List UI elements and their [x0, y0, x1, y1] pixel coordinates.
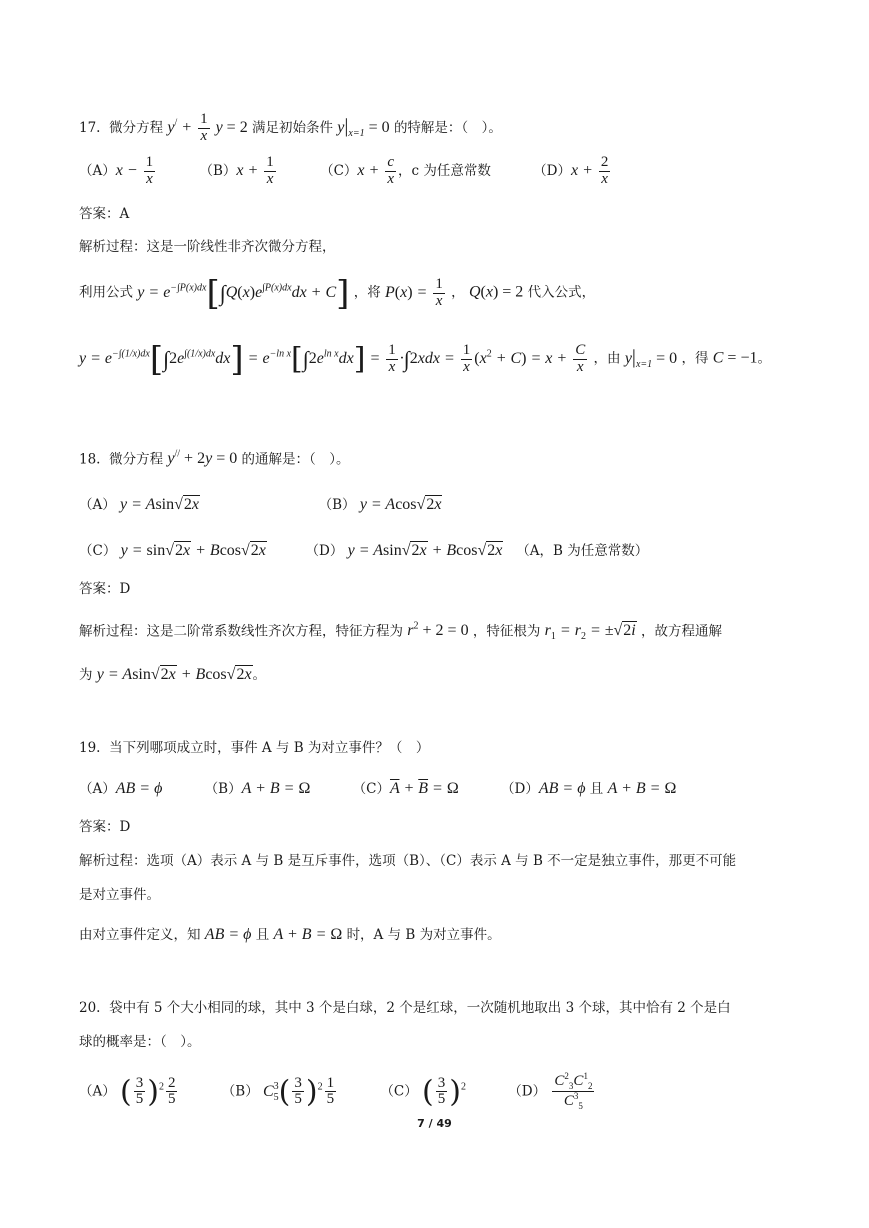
q20-options: （A） ( $\frac{3}{5}$ )$^2$ $\frac{2}{5}$ （B） C 3 5 ( $\frac{3}{5}$ )$^2$ $\frac{1}{5}$ （C） ( $\frac{3}{5}$ )$^2$ （D） $\frac{C^2_3C^1_2}{C^3_5}$	[79, 1072, 799, 1112]
option-d: AB = ϕ	[538, 780, 586, 797]
math: $r_1 = r_2 = \pm√2i$	[544, 622, 636, 643]
q20-question-2: 球的概率是：（ ）。	[79, 1034, 201, 1050]
option-b: x + $\frac{1}{x}$	[236, 154, 274, 187]
q19-explanation-1: 解析过程：选项（A）表示 A 与 B 是互斥事件，选项（B）、（C）表示 A 与 B 不一定是独立事件，那更不可能	[79, 853, 737, 869]
q18-explanation-2: 为 y = Asin√2x + Bcos√2x。	[79, 666, 267, 683]
q18-answer: 答案：D	[79, 581, 131, 597]
math: y = Asin√2x + Bcos√2x	[96, 666, 252, 683]
option-d: x + $\frac{2}{x}$	[570, 154, 609, 187]
option-b: A + B = Ω	[241, 780, 311, 797]
math: AB = ϕ	[204, 926, 252, 943]
option-a: ( $\frac{3}{5}$ )$^2$ $\frac{2}{5}$	[120, 1073, 176, 1109]
option-d: y = Asin√2x + Bcos√2x	[347, 542, 503, 559]
math: A + B = Ω	[607, 780, 677, 797]
math-derivation: $y = e^{-\int(1/x)dx}[\int 2e^{\int(1/x)dx}dx] = e^{-ln x}[\int 2e^{ln x}dx]$ = $\frac{1}{x}$ ·∫2xdx = $\frac{1}{x}$ $(x^2 + C) = x$ + $\frac{C}{x}$	[79, 339, 586, 379]
option-d: $\frac{C^2_3C^1_2}{C^3_5}$	[554, 1071, 593, 1112]
option-a: y = Asin√2x	[120, 496, 199, 513]
option-c: x + $\frac{c}{x}$	[357, 154, 394, 187]
math: $y|_{x=1} = 0$	[337, 114, 390, 140]
page-number: 7 / 49	[417, 1117, 452, 1130]
q19-answer: 答案：D	[79, 819, 131, 835]
option-b: y = Acos√2x	[359, 496, 442, 513]
math-formula: $y = e^{-\int P(x)dx}[\int Q(x)e^{\int P(x)dx}dx + C]$	[137, 273, 350, 313]
q17-options: （A）x − $\frac{1}{x}$ （B）x + $\frac{1}{x}$ （C）x + $\frac{c}{x}$ ，c 为任意常数 （D）x + $\frac{2}{x}$	[79, 155, 799, 188]
option-a: x − $\frac{1}{x}$	[115, 154, 154, 187]
q17-explanation-3: $y = e^{-\int(1/x)dx}[\int 2e^{\int(1/x)dx}dx] = e^{-ln x}[\int 2e^{ln x}dx]$ = $\frac{1}{x}$ ·∫2xdx = $\frac{1}{x}$ $(x^2 + C) = x$ + $\frac{C}{x}$ ，由 $y|_{x=1} = 0$ ，得 C = −1。	[79, 339, 771, 379]
option-b: C 3 5 ( $\frac{3}{5}$ )$^2$ $\frac{1}{5}$	[263, 1073, 335, 1109]
q17-explanation-1: 解析过程：这是一阶线性非齐次微分方程，	[79, 239, 336, 255]
option-a: AB = ϕ	[115, 780, 163, 797]
q19-question: 19. 当下列哪项成立时，事件 A 与 B 为对立事件？（ ）	[79, 740, 430, 756]
q17-question: 17. 微分方程 y/ + $\frac{1}{x}$ y = 2 满足初始条件 $y|_{x=1} = 0$ 的特解是：（ ）。	[79, 111, 502, 144]
math: $r^2 + 2 = 0$	[407, 621, 469, 640]
math: y/ + $\frac{1}{x}$ y = 2	[167, 111, 248, 144]
q17-explanation-2: 利用公式 $y = e^{-\int P(x)dx}[\int Q(x)e^{\int P(x)dx}dx + C]$ ，将 P(x) = $\frac{1}{x}$ ， Q(x) = 2 代入公式，	[79, 273, 596, 313]
math: $y|_{x=1} = 0$	[624, 345, 678, 370]
q19-explanation-3: 由对立事件定义，知 AB = ϕ 且 A + B = Ω 时，A 与 B 为对立事件。	[79, 926, 501, 943]
math: y// + 2y = 0	[167, 449, 238, 468]
q17-answer: 答案：A	[79, 206, 130, 222]
q19-options: （A）AB = ϕ （B）A + B = Ω $(C)\overline{A} + \overline{B} = \Omega$ （D）AB = ϕ 且 A + B = Ω	[79, 780, 677, 797]
q20-question-1: 20. 袋中有 5 个大小相同的球，其中 3 个是白球，2 个是红球，一次随机地取出 3 个球，其中恰有 2 个是白	[79, 1000, 731, 1016]
q18-options-row2: （C） y = sin√2x + Bcos√2x （D） y = Asin√2x + Bcos√2x （A，B 为任意常数）	[79, 542, 649, 559]
option-c: $\overline{A} + \overline{B} = \Omega$	[389, 780, 459, 797]
q18-question: 18. 微分方程 y// + 2y = 0 的通解是：（ ）。	[79, 449, 350, 468]
q18-explanation-1: 解析过程：这是二阶常系数线性齐次方程，特征方程为 $r^2 + 2 = 0$ ，特征根为 $r_1 = r_2 = \pm√2i$ ，故方程通解	[79, 621, 723, 643]
math: P(x) = $\frac{1}{x}$	[385, 275, 443, 309]
option-c: ( $\frac{3}{5}$ )$^2$	[422, 1073, 466, 1109]
q18-options-row1: （A） y = Asin√2x （B） y = Acos√2x	[79, 496, 442, 513]
option-c: y = sin√2x + Bcos√2x	[120, 542, 266, 559]
math: C = −1	[712, 349, 758, 367]
q19-explanation-2: 是对立事件。	[79, 887, 160, 903]
math: Q(x) = 2	[468, 283, 524, 301]
math: A + B = Ω	[273, 926, 343, 943]
